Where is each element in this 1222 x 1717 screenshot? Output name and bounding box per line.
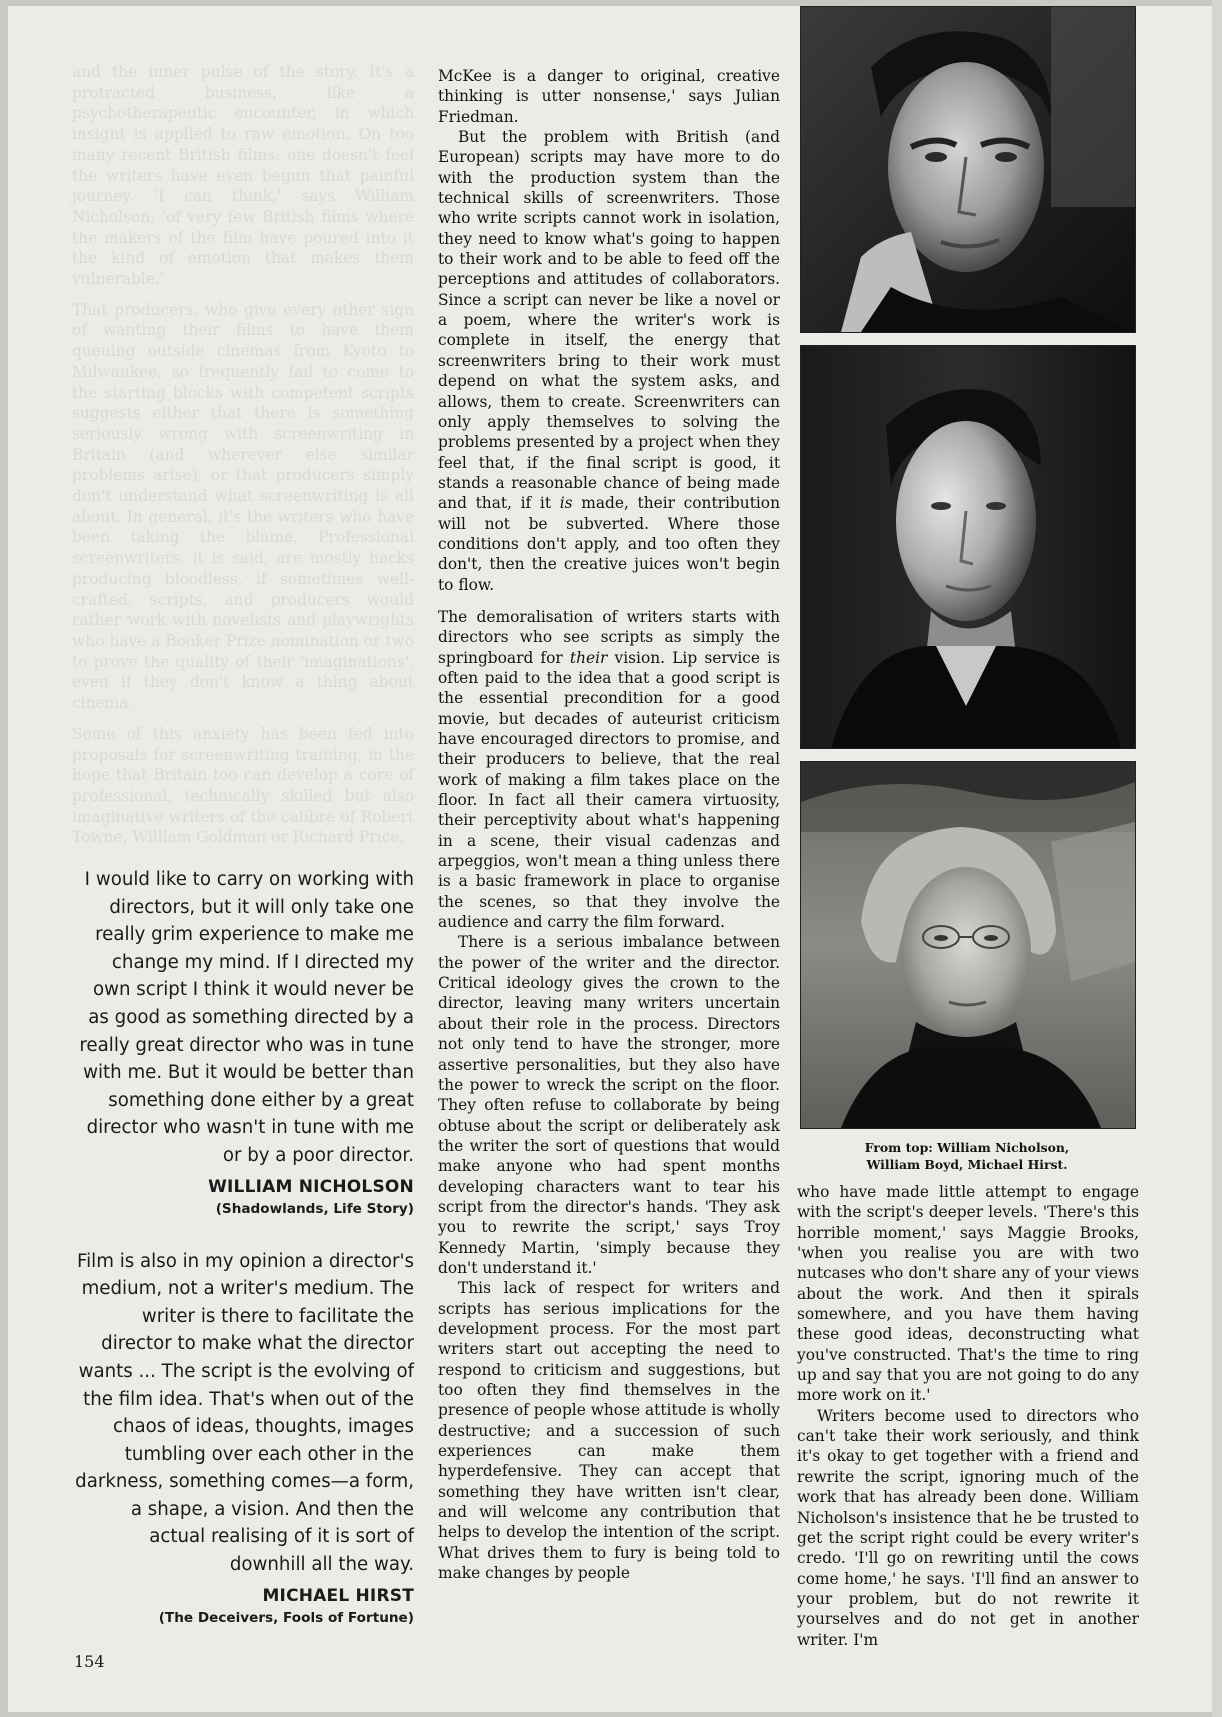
bleed-paragraph: That producers, who give every other sign of wanting their films to have them queuing outside cinemas from Kyoto to Milwaukee, so frequently fail to come to the starting blocks with competent scripts suggests either that there is something seriously wrong with screenwriting in Britain (and wherever else similar problems arise), or that producers simply don't understand what screenwriting is all about. In general, it's the writers who have been taking the blame. Professional screenwriters, it is said, are mostly hacks producing bloodless, if sometimes well-crafted, scripts, and producers would rather work with novelists and playwrights who have a Booker Prize nomination or two to prove the quality of their 'imaginations', even if they don't know a thing about cinema.: [72, 300, 414, 713]
photo-william-nicholson: [800, 6, 1136, 333]
quote-credits-nicholson: (Shadowlands, Life Story): [215, 1200, 414, 1217]
quote-credits-hirst: (The Deceivers, Fools of Fortune): [158, 1609, 414, 1626]
article-column-middle: [438, 66, 780, 1583]
paragraph: There is a serious imbalance between the power of the writer and the director. Critical ideology gives the crown to the director, leaving many writers uncertain about their role in the process. Directors not only tend to have the stronger, more assertive personalities, but they also have the power to wreck the script on the floor. They often refuse to collaborate by being obtuse about the script or deliberately ask the writer the sort of questions that would make anyone who had spent months developing characters want to tear his script from the director's hands. 'They ask you to rewrite the script,' says Troy Kennedy Martin, 'simply because they don't understand it.': [438, 933, 780, 1277]
paragraph: Writers become used to directors who can't take their work seriously, and think it's okay to get together with a friend and rewrite the script, ignoring much of the work that has already been done. William Nicholson's insistence that he be trusted to get the script right could be every writer's credo. 'I'll go on rewriting until the cows come home,' he says. 'I'll find an answer to your problem, but do not rewrite it yourselves and do not get in another writer. I'm: [797, 1406, 1139, 1649]
pull-quotes: [72, 866, 414, 1657]
photo-william-boyd: [800, 345, 1136, 749]
pull-quote-hirst: Film is also in my opinion a director's medium, not a writer's medium. The writer is there to facilitate the director to make what the director wants ... The script is the evolving of the film idea. That's when out of the chaos of ideas, thoughts, images tumbling over each other in the darkness, something comes—a form, a shape, a vision. And then the actual realising of it is sort of downhill all the way.: [75, 1250, 414, 1576]
paragraph: This lack of respect for writers and scripts has serious implications for the development process. For the most part writers start out accepting the need to respond to criticism and suggestions, but too often they find themselves in the presence of people whose attitude is wholly destructive; and a succession of such experiences can make them hyperdefensive. They can accept that something they have written isn't clear, and will welcome any contribution that helps to develop the intention of the script. What drives them to fury is being told to make changes by people: [438, 1279, 780, 1583]
paragraph: who have made little attempt to engage with the script's deeper levels. 'There's this horrible moment,' says Maggie Brooks, 'when you realise you are with two nutcases who don't share any of your views about the work. And then it spirals somewhere, and you have them having these good ideas, deconstructing what you've constructed. That's the time to ring up and say that you are not going to do any more work on it.': [797, 1183, 1139, 1405]
page-edge: [1212, 0, 1222, 1717]
caption-line: From top: William Nicholson,: [864, 1140, 1070, 1155]
paragraph: McKee is a danger to original, creative thinking is utter nonsense,' says Julian Friedman.: [438, 67, 780, 126]
paragraph: The demoralisation of writers starts with directors who see scripts as simply the springboard for their vision. Lip service is often paid to the idea that a good script is the essential precondition for a good movie, but decades of auteurist criticism have encouraged directors to promise, and their producers to believe, that the real work of making a film takes place on the floor. In fact all their camera virtuosity, their perceptivity about what's happening in a scene, their visual cadenzas and arpeggios, won't mean a thing unless there is a basic framework in place to organise the scenes, so that they involve the audience and carry the film forward.: [438, 607, 780, 932]
article-column-right: [797, 1182, 1139, 1650]
photo-michael-hirst: [800, 761, 1136, 1129]
quote-author-nicholson: WILLIAM NICHOLSON: [208, 1176, 414, 1197]
page-number: 154: [74, 1652, 105, 1671]
pull-quote-nicholson: I would like to carry on working with directors, but it will only take one really grim experience to make me change my mind. If I directed my own script I think it would never be as good as something directed by a really great director who was in tune with me. But it would be better than something done either by a great director who wasn't in tune with me or by a poor director.: [79, 869, 414, 1166]
bleed-paragraph: and the inner pulse of the story. It's a protracted business, like a psychotherapeutic encounter, in which insight is applied to raw emotion. On too many recent British films, one doesn't feel the writers have even begun that painful journey. 'I can think,' says William Nicholson, 'of very few British films where the makers of the film have poured into it the kind of emotion that makes them vulnerable.': [72, 63, 414, 289]
paragraph: But the problem with British (and European) scripts may have more to do with the production system than the technical skills of screenwriters. Those who write scripts cannot work in isolation, they need to know what's going to happen to their work and to be able to feed off the perceptions and attitudes of collaborators. Since a script can never be like a novel or a poem, where the writer's work is complete in itself, the energy that screenwriters bring to their work must depend on what the system asks, and allows, them to create. Screenwriters can only apply themselves to solving the problems presented by a project when they feel that, if the final script is good, it stands a reasonable chance of being made and that, if it is made, their contribution will not be subverted. Where those conditions don't apply, and too often they don't, then the creative juices won't begin to flow.: [438, 128, 780, 594]
bleed-paragraph: Some of this anxiety has been fed into proposals for screenwriting training, in the hope that Britain too can develop a core of professional, technically skilled but also imaginative writers of the calibre of Robert Towne, William Goldman or Richard Price.: [72, 724, 414, 847]
photo-caption: [800, 1139, 1134, 1173]
bleed-through-text: [72, 62, 414, 847]
quote-author-hirst: MICHAEL HIRST: [262, 1585, 414, 1606]
caption-line: William Boyd, Michael Hirst.: [866, 1157, 1068, 1172]
